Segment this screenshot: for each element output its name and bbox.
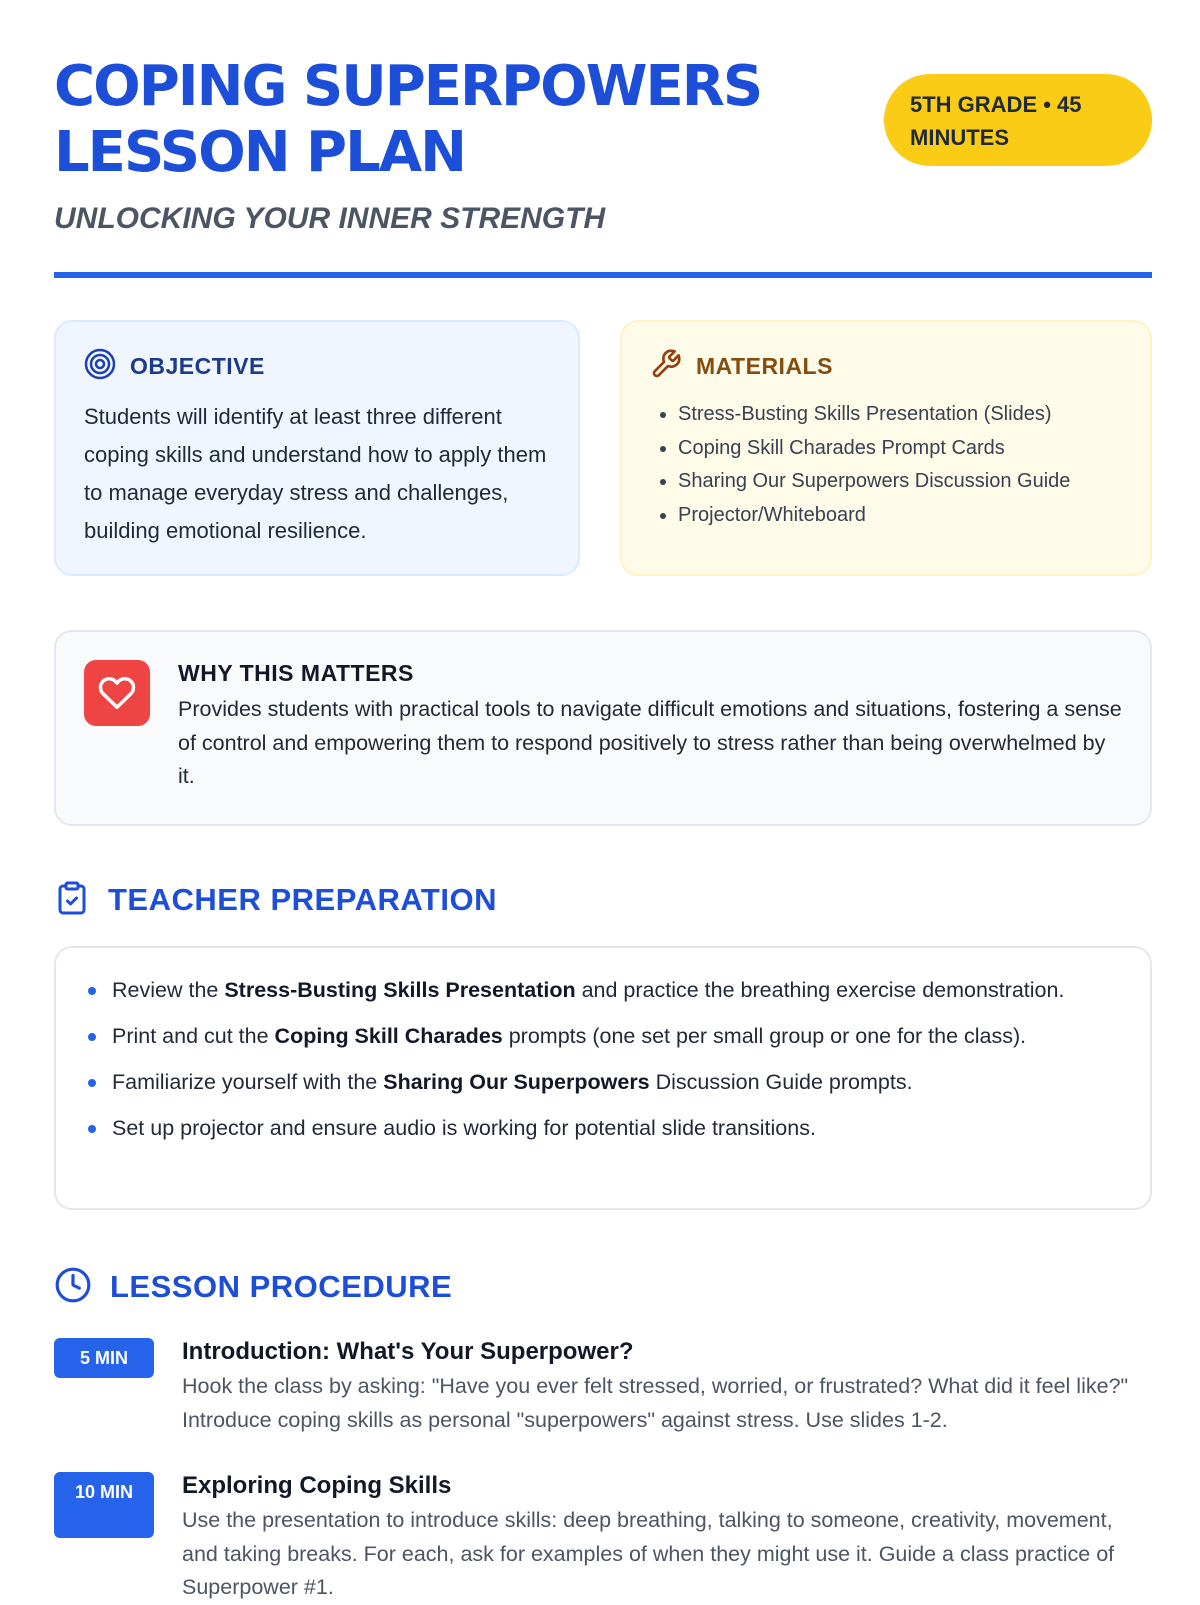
heart-icon — [98, 674, 136, 712]
why-title: WHY THIS MATTERS — [178, 660, 414, 686]
list-item: • Coping Skill Charades Prompt Cards — [678, 432, 1122, 466]
why-this-matters-card — [54, 630, 1152, 826]
target-icon — [84, 348, 116, 384]
step-time-badge: 5 MIN — [54, 1338, 154, 1378]
step-description: Use the presentation to introduce skills: deep breathing, talking to someone, creativity, movement, and taking breaks. For each, ask for examples of when they might use it. Guide a class practice of Superpower #1. — [182, 1508, 1115, 1599]
page-title: COPING SUPERPOWERS LESSON PLAN — [54, 54, 762, 185]
wrench-icon — [650, 348, 682, 384]
list-item: Set up projector and ensure audio is working for potential slide transitions. — [84, 1112, 1122, 1145]
header-divider — [54, 272, 1152, 278]
step-content — [182, 1338, 1152, 1437]
list-item: Review the Stress-Busting Skills Presentation and practice the breathing exercise demonstration. — [84, 974, 1122, 1007]
why-text: Provides students with practical tools to navigate difficult emotions and situations, fostering a sense of control and empowering them to respond positively to stress rather than being overwhelmed by it. — [178, 697, 1122, 788]
objective-title: OBJECTIVE — [130, 352, 265, 379]
step-title: Exploring Coping Skills — [182, 1472, 452, 1499]
clipboard-check-icon — [54, 880, 90, 920]
objective-card — [54, 320, 580, 576]
procedure-step — [54, 1338, 1152, 1437]
materials-card — [620, 320, 1152, 576]
lesson-procedure-heading — [54, 1266, 452, 1308]
list-item: • Sharing Our Superpowers Discussion Guide — [678, 465, 1122, 499]
materials-list — [650, 398, 1122, 532]
list-item: • Projector/Whiteboard — [678, 499, 1122, 533]
materials-header — [650, 348, 1122, 384]
objective-header — [84, 348, 550, 384]
step-title: Introduction: What's Your Superpower? — [182, 1338, 634, 1365]
list-item: • Stress-Busting Skills Presentation (Slides) — [678, 398, 1122, 432]
page-subtitle: UNLOCKING YOUR INNER STRENGTH — [54, 202, 606, 235]
why-content — [178, 660, 1122, 796]
procedure-step — [54, 1472, 1152, 1605]
section-title: TEACHER PREPARATION — [108, 882, 497, 917]
grade-duration-badge: 5TH GRADE • 45 MINUTES — [884, 74, 1152, 166]
list-item: Print and cut the Coping Skill Charades prompts (one set per small group or one for the class). — [84, 1020, 1122, 1053]
step-time-badge: 10 MIN — [54, 1472, 154, 1538]
materials-title: MATERIALS — [696, 352, 833, 379]
step-content — [182, 1472, 1152, 1605]
objective-text: Students will identify at least three different coping skills and understand how to apply them to manage everyday stress and challenges, building emotional resilience. — [84, 404, 547, 543]
step-description: Hook the class by asking: "Have you ever felt stressed, worried, or frustrated? What did it feel like?" Introduce coping skills as personal "superpowers" against stress. Use slides 1-2. — [182, 1374, 1129, 1432]
teacher-preparation-heading — [54, 880, 497, 920]
list-item: Familiarize yourself with the Sharing Our Superpowers Discussion Guide prompts. — [84, 1066, 1122, 1099]
heart-badge — [84, 660, 150, 726]
clock-icon — [54, 1266, 92, 1308]
preparation-list — [84, 974, 1122, 1145]
teacher-preparation-card — [54, 946, 1152, 1210]
section-title: LESSON PROCEDURE — [110, 1269, 453, 1304]
